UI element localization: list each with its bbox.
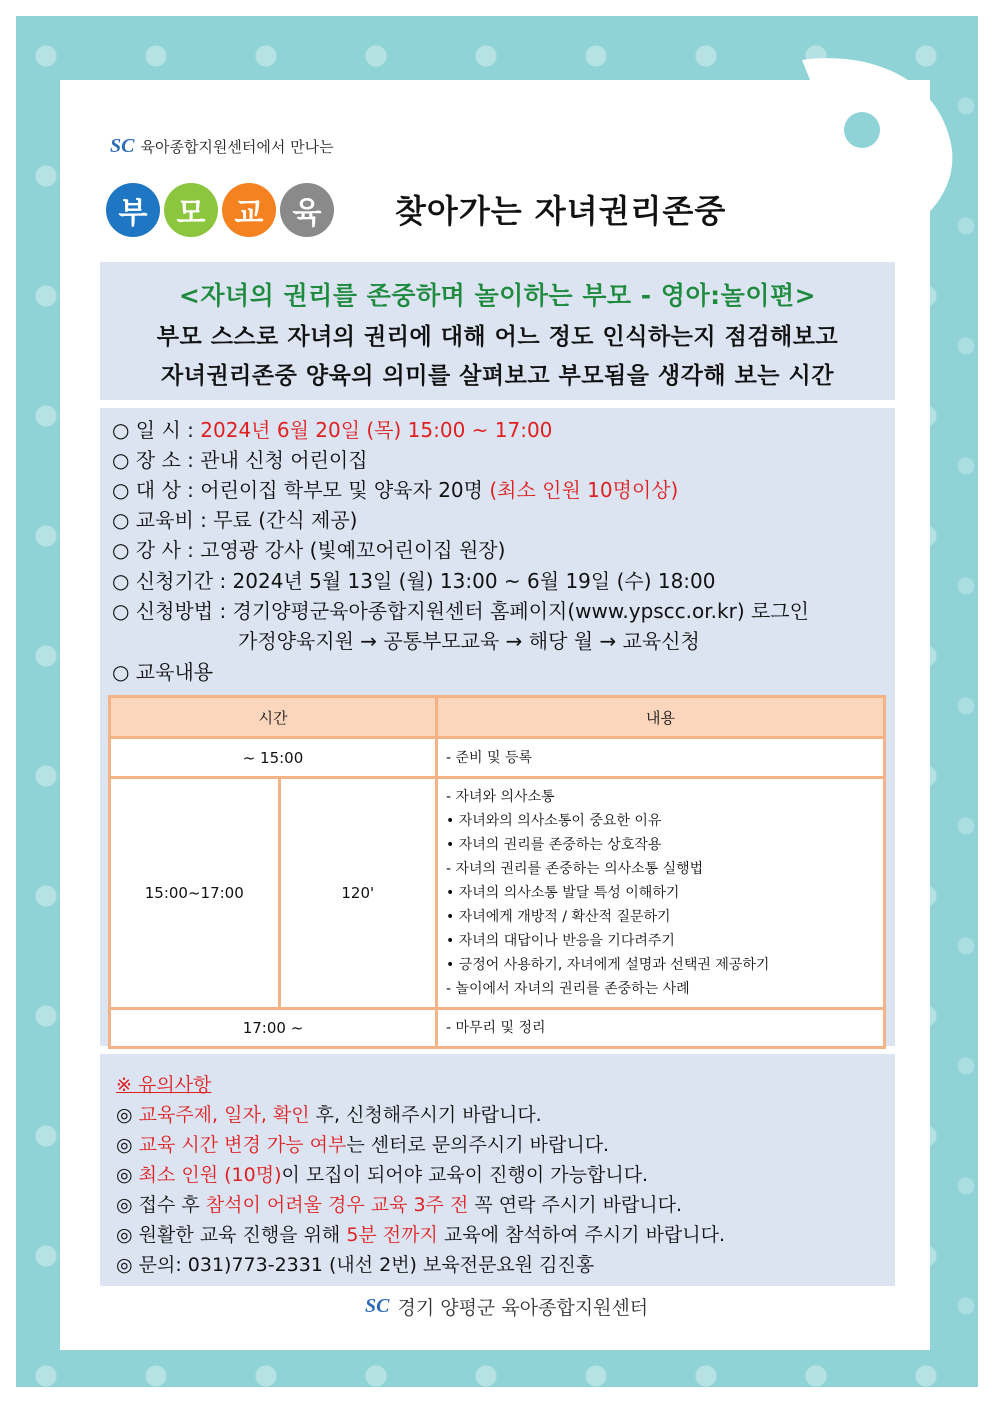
ribbon-decoration (742, 40, 972, 270)
badge-yuk: 육 (280, 183, 334, 237)
center-logo-icon: SC (110, 135, 135, 157)
logo-caption: 육아종합지원센터에서 만나는 (140, 138, 334, 156)
period-row: ○ 신청기간 : 2024년 5월 13일 (월) 13:00 ~ 6월 19일 (수) 18:00 (112, 569, 716, 593)
note-highlight: 교육 시간 변경 가능 여부 (138, 1134, 347, 1156)
time-cell: ~ 15:00 (110, 738, 437, 778)
footer (365, 1293, 648, 1320)
note-text: 이 모집이 되어야 교육이 진행이 가능합니다. (281, 1164, 649, 1186)
program-badges (106, 183, 334, 237)
fee-row: ○ 교육비 : 무료 (간식 제공) (112, 508, 358, 532)
footer-logo-icon: SC (365, 1295, 390, 1317)
lecturer-row: ○ 강 사 : 고영광 강사 (빛예꼬어린이집 원장) (112, 538, 506, 562)
note-1 (116, 1100, 542, 1127)
time-cell: 17:00 ~ (110, 1009, 437, 1048)
target-note: (최소 인원 10명이상) (489, 478, 679, 502)
note-highlight: 최소 인원 (10명) (138, 1164, 282, 1186)
target-row (112, 474, 678, 503)
content-line: - 놀이에서 자녀의 권리를 존중하는 사례 (446, 981, 690, 997)
note-4 (116, 1190, 682, 1217)
badge-bu: 부 (106, 183, 160, 237)
note-text: ◎ 접수 후 (116, 1194, 206, 1216)
content-line: • 자녀와의 의사소통이 중요한 이유 (446, 813, 662, 829)
note-text: ◎ (116, 1134, 139, 1156)
note-highlight: 교육주제, 일자, 확인 (138, 1104, 310, 1126)
notes-box (100, 1054, 895, 1286)
note-2 (116, 1130, 609, 1157)
badge-mo: 모 (164, 183, 218, 237)
date-label: ○ 일 시 : (112, 418, 201, 442)
note-highlight: 참석이 어려울 경우 교육 3주 전 (205, 1194, 469, 1216)
target-value: ○ 대 상 : 어린이집 학부모 및 양육자 20명 (112, 478, 490, 502)
note-contact: ◎ 문의: 031)773-2331 (내선 2번) 보육전문요원 김진홍 (116, 1254, 595, 1276)
notes-title: ※ 유의사항 (116, 1074, 212, 1096)
duration-cell: 120' (279, 778, 436, 1009)
note-text: 후, 신청해주시기 바랍니다. (309, 1104, 542, 1126)
note-5 (116, 1220, 725, 1247)
note-text: ◎ (116, 1104, 139, 1126)
content-cell: - 마무리 및 정리 (437, 1009, 885, 1048)
content-line: - 자녀와 의사소통 (446, 789, 555, 805)
footer-org: 경기 양평군 육아종합지원센터 (397, 1297, 649, 1319)
intro-line-1: 부모 스스로 자녀의 권리에 대해 어느 정도 인식하는지 점검해보고 (156, 324, 839, 350)
content-line: • 자녀의 의사소통 발달 특성 이해하기 (446, 885, 680, 901)
header-content: 내용 (437, 697, 885, 738)
program-subtitle: <자녀의 권리를 존중하며 놀이하는 부모 - 영아:놀이편> (178, 281, 817, 310)
note-text: 는 센터로 문의주시기 바랍니다. (346, 1134, 610, 1156)
badge-gyo: 교 (222, 183, 276, 237)
content-line: • 긍정어 사용하기, 자녀에게 설명과 선택권 제공하기 (446, 957, 770, 973)
content-line: • 자녀의 권리를 존중하는 상호작용 (446, 837, 662, 853)
intro-line-2: 자녀권리존중 양육의 의미를 살펴보고 부모됨을 생각해 보는 시간 (161, 363, 834, 389)
method-row: ○ 신청방법 : 경기양평군육아종합지원센터 홈페이지(www.ypscc.or.kr) 로그인 (112, 599, 809, 623)
note-text: ◎ (116, 1164, 139, 1186)
center-logo-line (110, 135, 334, 158)
content-cell (437, 778, 885, 1009)
place-row: ○ 장 소 : 관내 신청 어린이집 (112, 448, 368, 472)
time-cell: 15:00~17:00 (110, 778, 280, 1009)
method-path: 가정양육지원 → 공통부모교육 → 해당 월 → 교육신청 (238, 629, 700, 653)
content-cell: - 준비 및 등록 (437, 738, 885, 778)
intro-box (100, 262, 895, 400)
page-title: 찾아가는 자녀권리존중 (395, 192, 727, 230)
date-value: 2024년 6월 20일 (목) 15:00 ~ 17:00 (200, 418, 553, 442)
content-line: - 자녀의 권리를 존중하는 의사소통 실행법 (446, 861, 704, 877)
date-row (112, 414, 552, 443)
note-3 (116, 1160, 648, 1187)
note-text: 꼭 연락 주시기 바랍니다. (468, 1194, 683, 1216)
info-box (100, 408, 895, 1046)
header-time: 시간 (110, 697, 437, 738)
content-line: • 자녀에게 개방적 / 확산적 질문하기 (446, 909, 671, 925)
content-label: ○ 교육내용 (112, 660, 214, 684)
note-highlight: 5분 전까지 (346, 1224, 438, 1246)
schedule-table (108, 695, 886, 1049)
content-line: • 자녀의 대답이나 반응을 기다려주기 (446, 933, 675, 949)
note-text: 교육에 참석하여 주시기 바랍니다. (437, 1224, 726, 1246)
note-text: ◎ 원활한 교육 진행을 위해 (116, 1224, 347, 1246)
